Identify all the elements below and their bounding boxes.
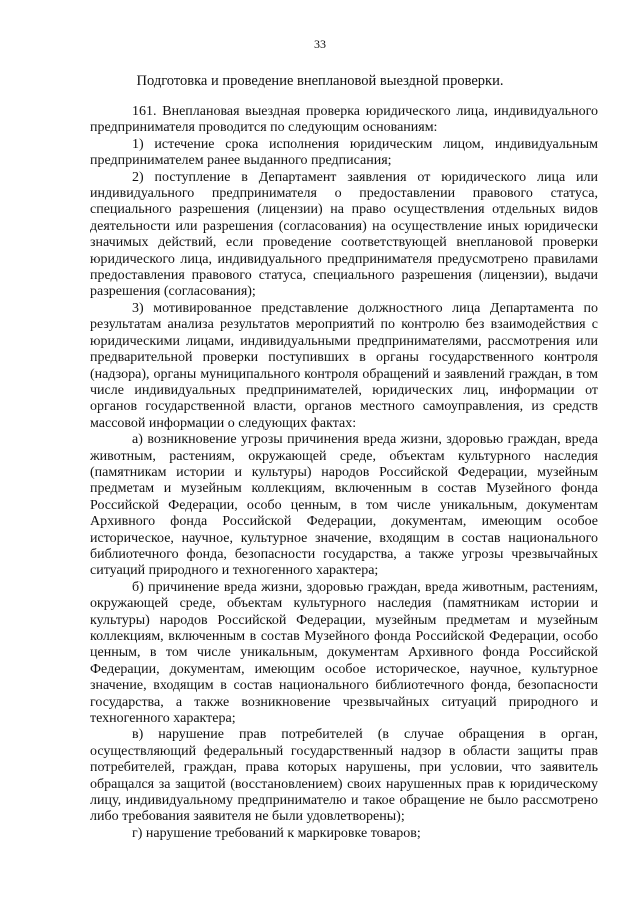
paragraph-item-1: 1) истечение срока исполнения юридическим лицом, индивидуальным предпринимателем ранее выданного предписания; [90, 136, 598, 169]
paragraph-subitem-v: в) нарушение прав потребителей (в случае обращения в орган, осуществляющий федеральный государственный надзор в области защиты прав потребителей, граждан, права которых нарушены, при условии, что заявитель обращался за защитой (восстановлением) своих нарушенных прав к юридическому лицу, индивидуальному предпринимателю и такое обращение не было рассмотрено либо требования заявителя не были удовлетворены); [90, 727, 598, 825]
document-body [90, 104, 598, 842]
paragraph-item-3: 3) мотивированное представление должностного лица Департамента по результатам анализа результатов мероприятий по контролю без взаимодействия с юридическими лицами, индивидуальными предпринимателями, рассмотрения или предварительной проверки поступивших в органы государственного контроля (надзора), органы муниципального контроля обращений и заявлений граждан, в том числе индивидуальных предпринимателей, юридических лиц, информации от органов государственной власти, органов местного самоуправления, из средств массовой информации о следующих фактах: [90, 300, 598, 431]
section-heading: Подготовка и проведение внеплановой выездной проверки. [136, 73, 504, 89]
paragraph-subitem-b: б) причинение вреда жизни, здоровью граждан, вреда животным, растениям, окружающей среде, объектам культурного наследия (памятникам истории и культуры) народов Российской Федерации, музейным предметам и музейным коллекциям, включенным в состав Музейного фонда Российской Федерации, особо ценным, в том числе уникальным, документам Архивного фонда Российской Федерации, документам, имеющим особое историческое, научное, культурное значение, входящим в состав национального библиотечного фонда, безопасности государства, а также возникновение чрезвычайных ситуаций природного и техногенного характера; [90, 579, 598, 727]
page-number: 33 [314, 37, 326, 51]
paragraph-subitem-g: г) нарушение требований к маркировке товаров; [132, 825, 421, 841]
paragraph-161: 161. Внеплановая выездная проверка юридического лица, индивидуального предпринимателя проводится по следующим основаниям: [90, 104, 598, 136]
paragraph-item-2: 2) поступление в Департамент заявления от юридического лица или индивидуального предпринимателя о предоставлении правового статуса, специального разрешения (лицензии) на право осуществления отдельных видов деятельности или разрешения (согласования) на осуществление иных юридически значимых действий, если проведение соответствующей внеплановой проверки юридического лица, индивидуального предпринимателя предусмотрено правилами предоставления правового статуса, специального разрешения (лицензии), выдачи разрешения (согласования); [90, 169, 598, 300]
paragraph-subitem-a: а) возникновение угрозы причинения вреда жизни, здоровью граждан, вреда животным, растениям, окружающей среде, объектам культурного наследия (памятникам истории и культуры) народов Российской Федерации, музейным предметам и музейным коллекциям, включенным в состав Музейного фонда Российской Федерации, особо ценным, в том числе уникальным, документам Архивного фонда Российской Федерации, документам, имеющим особое историческое, научное, культурное значение, входящим в состав национального библиотечного фонда, безопасности государства, а также угрозы чрезвычайных ситуаций природного и техногенного характера; [90, 432, 598, 579]
